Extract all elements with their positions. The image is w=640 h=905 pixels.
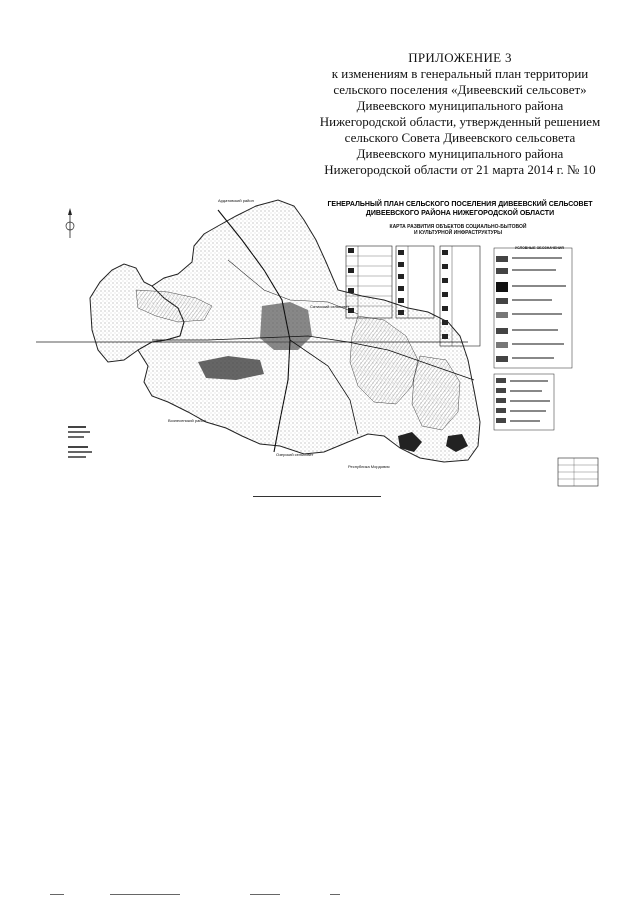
district-label-north: Ардатовский район	[218, 198, 254, 203]
header-line-4: Нижегородской области, утвержденный решением	[319, 114, 601, 129]
district-label-southeast: Республика Мордовия	[348, 464, 390, 469]
header-line-1: к изменениям в генеральный план территории	[331, 66, 589, 81]
header-line-6: Дивеевского муниципального района	[356, 146, 564, 161]
district-label-east: Сатисский сельсовет	[310, 304, 350, 309]
appendix-header	[300, 50, 620, 178]
scan-artifact	[330, 894, 340, 895]
general-plan-map-sheet	[28, 190, 608, 490]
appendix-title: ПРИЛОЖЕНИЕ 3	[408, 50, 512, 65]
divider-line	[253, 496, 381, 497]
map-subtitle: КАРТА РАЗВИТИЯ ОБЪЕКТОВ СОЦИАЛЬНО-БЫТОВОЙ И КУЛЬТУРНОЙ ИНФРАСТРУКТУРЫ	[389, 224, 527, 236]
small-legend-left	[68, 426, 92, 458]
header-line-7: Нижегородской области от 21 марта 2014 г. № 10	[324, 162, 596, 177]
header-line-5: сельского Совета Дивеевского сельсовета	[344, 130, 576, 145]
header-line-2: сельского поселения «Дивеевский сельсовет»	[333, 82, 587, 97]
legend-table-5	[494, 374, 554, 430]
scan-artifact	[250, 894, 280, 895]
legend-heading: УСЛОВНЫЕ ОБОЗНАЧЕНИЯ	[515, 246, 564, 250]
district-label-southwest: Вознесенский район	[168, 418, 206, 423]
district-label-south: Озерский сельсовет	[276, 452, 314, 457]
north-arrow-icon	[66, 208, 74, 238]
scan-artifact	[110, 894, 180, 895]
title-block-stamp	[558, 458, 598, 486]
scan-artifact	[50, 894, 64, 895]
legend-table-4	[494, 248, 572, 368]
settlement-divеevo	[260, 302, 312, 350]
header-line-3: Дивеевского муниципального района	[356, 98, 564, 113]
map-title: ГЕНЕРАЛЬНЫЙ ПЛАН СЕЛЬСКОГО ПОСЕЛЕНИЯ ДИВЕЕВСКИЙ СЕЛЬСОВЕТ ДИВЕЕВСКОГО РАЙОНА НИЖЕГОРОДСКОЙ ОБЛАСТИ	[327, 201, 593, 217]
